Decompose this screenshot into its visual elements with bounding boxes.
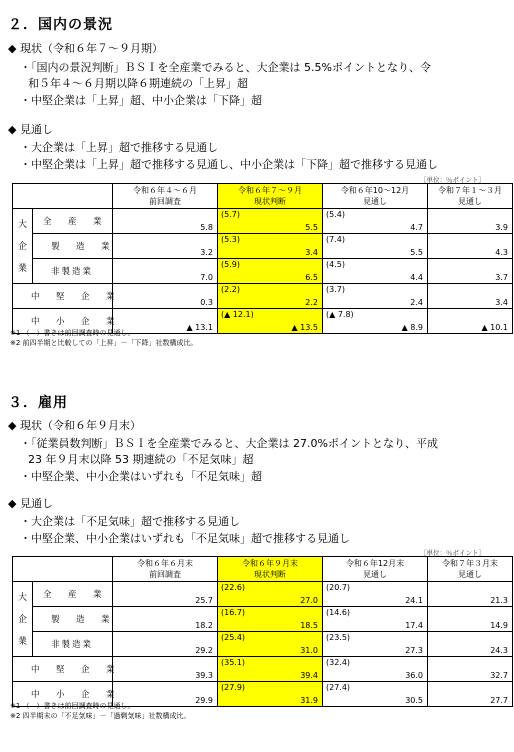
current-text: 23 年９月末以降 53 期連続の「不足気味」超 xyxy=(28,453,254,466)
row-label: 製 造 業 xyxy=(33,234,113,259)
row-label: 非製造業 xyxy=(33,632,113,657)
data-cell: 3.9 xyxy=(428,209,513,234)
data-cell: 24.3 xyxy=(428,632,513,657)
row-label: 非製造業 xyxy=(33,259,113,284)
outlook-text: ・中堅企業、中小企業はいずれも「不足気味」超で推移する見通し xyxy=(20,532,350,545)
bsi-table-employment xyxy=(12,556,513,707)
row-label: 中 小 企 業 xyxy=(13,309,113,334)
data-cell-current: (35.1) 39.4 xyxy=(218,657,323,682)
data-cell: (4.5) 4.4 xyxy=(323,259,428,284)
bsi-table-business xyxy=(12,183,513,334)
current-text: ・「国内の景況判断」ＢＳＩを全産業でみると、大企業は 5.5%ポイントとなり、令 xyxy=(20,61,431,74)
header-cell-current: 令和６年９月末 現状判断 xyxy=(218,557,323,582)
table-row xyxy=(13,607,513,632)
data-cell: ▲ 13.1 xyxy=(113,309,218,334)
data-cell: 3.2 xyxy=(113,234,218,259)
row-label: 全 産 業 xyxy=(33,209,113,234)
data-cell-current: (5.3) 3.4 xyxy=(218,234,323,259)
table-row xyxy=(13,259,513,284)
footnote: ※1 （ ）書きは前回調査時の見通し。 xyxy=(10,329,135,337)
row-label: 中 堅 企 業 xyxy=(13,284,113,309)
data-cell: 29.2 xyxy=(113,632,218,657)
data-cell: 27.7 xyxy=(428,682,513,707)
table-row xyxy=(13,209,513,234)
header-cell: 令和６年10～12月 見通し xyxy=(323,184,428,209)
header-cell: 令和６年４～６月 前回調査 xyxy=(113,184,218,209)
data-cell: 25.7 xyxy=(113,582,218,607)
current-text: ・中堅企業は「上昇」超、中小企業は「下降」超 xyxy=(20,94,262,107)
table-row xyxy=(13,632,513,657)
data-cell: 3.4 xyxy=(428,284,513,309)
data-cell: 3.7 xyxy=(428,259,513,284)
footnote: ※2 前四半期と比較しての「上昇」－「下降」社数構成比。 xyxy=(10,339,198,347)
data-cell: (5.4) 4.7 xyxy=(323,209,428,234)
header-blank xyxy=(13,557,113,582)
data-cell: 14.9 xyxy=(428,607,513,632)
data-cell: (3.7) 2.4 xyxy=(323,284,428,309)
row-label: 製 造 業 xyxy=(33,607,113,632)
large-enterprise-label: 大 企 業 xyxy=(13,582,33,657)
unit-label: ［単位：％ポイント］ xyxy=(420,549,485,557)
table-row xyxy=(13,234,513,259)
current-text: 和５年４～６月期以降６期連続の「上昇」超 xyxy=(28,77,248,90)
large-enterprise-label: 大 企 業 xyxy=(13,209,33,284)
data-cell: (32.4) 36.0 xyxy=(323,657,428,682)
data-cell: (14.6) 17.4 xyxy=(323,607,428,632)
data-cell: (23.5) 27.3 xyxy=(323,632,428,657)
data-cell-current: (5.9) 6.5 xyxy=(218,259,323,284)
outlook-text: ・大企業は「不足気味」超で推移する見通し xyxy=(20,515,240,528)
data-cell-current: (5.7) 5.5 xyxy=(218,209,323,234)
data-cell: (20.7) 24.1 xyxy=(323,582,428,607)
data-cell: (7.4) 5.5 xyxy=(323,234,428,259)
header-cell: 令和７年１～３月 見通し xyxy=(428,184,513,209)
data-cell: 5.8 xyxy=(113,209,218,234)
current-heading: ◆ 現状（令和６年７～９月期） xyxy=(8,42,163,55)
table-row xyxy=(13,582,513,607)
data-cell-current: (22.6) 27.0 xyxy=(218,582,323,607)
header-blank xyxy=(13,184,113,209)
data-cell: 7.0 xyxy=(113,259,218,284)
row-label: 中 小 企 業 xyxy=(13,682,113,707)
current-heading: ◆ 現状（令和６年９月末） xyxy=(8,419,141,432)
data-cell: 0.3 xyxy=(113,284,218,309)
data-cell: 21.3 xyxy=(428,582,513,607)
section-title-business-conditions: ２．国内の景況 xyxy=(8,17,113,33)
row-label: 全 産 業 xyxy=(33,582,113,607)
data-cell-current: (2.2) 2.2 xyxy=(218,284,323,309)
data-cell-current: (▲ 12.1) ▲ 13.5 xyxy=(218,309,323,334)
data-cell-current: (25.4) 31.0 xyxy=(218,632,323,657)
data-cell: (27.4) 30.5 xyxy=(323,682,428,707)
outlook-text: ・中堅企業は「上昇」超で推移する見通し、中小企業は「下降」超で推移する見通し xyxy=(20,158,438,171)
unit-label: ［単位：％ポイント］ xyxy=(420,176,485,184)
data-cell-current: (16.7) 18.5 xyxy=(218,607,323,632)
data-cell: 18.2 xyxy=(113,607,218,632)
data-cell: 4.3 xyxy=(428,234,513,259)
header-cell-current: 令和６年７～９月 現状判断 xyxy=(218,184,323,209)
header-cell: 令和６年12月末 見通し xyxy=(323,557,428,582)
outlook-text: ・大企業は「上昇」超で推移する見通し xyxy=(20,141,218,154)
current-text: ・中堅企業、中小企業はいずれも「不足気味」超 xyxy=(20,470,262,483)
table-row xyxy=(13,657,513,682)
outlook-heading: ◆ 見通し xyxy=(8,123,53,136)
data-cell: ▲ 10.1 xyxy=(428,309,513,334)
row-label: 中 堅 企 業 xyxy=(13,657,113,682)
footnote: ※1 （ ）書きは前回調査時の見通し。 xyxy=(10,702,135,710)
footnote: ※2 四半期末の「不足気味」－「過剰気味」社数構成比。 xyxy=(10,712,191,720)
outlook-heading: ◆ 見通し xyxy=(8,497,53,510)
data-cell: 29.9 xyxy=(113,682,218,707)
current-text: ・「従業員数判断」ＢＳＩを全産業でみると、大企業は 27.0%ポイントとなり、平成 xyxy=(20,437,438,450)
data-cell: 39.3 xyxy=(113,657,218,682)
header-cell: 令和７年３月末 見通し xyxy=(428,557,513,582)
data-cell: 32.7 xyxy=(428,657,513,682)
section-title-employment: ３．雇用 xyxy=(8,395,68,411)
data-cell-current: (27.9) 31.9 xyxy=(218,682,323,707)
data-cell: (▲ 7.8) ▲ 8.9 xyxy=(323,309,428,334)
header-cell: 令和６年６月末 前回調査 xyxy=(113,557,218,582)
table-row xyxy=(13,284,513,309)
